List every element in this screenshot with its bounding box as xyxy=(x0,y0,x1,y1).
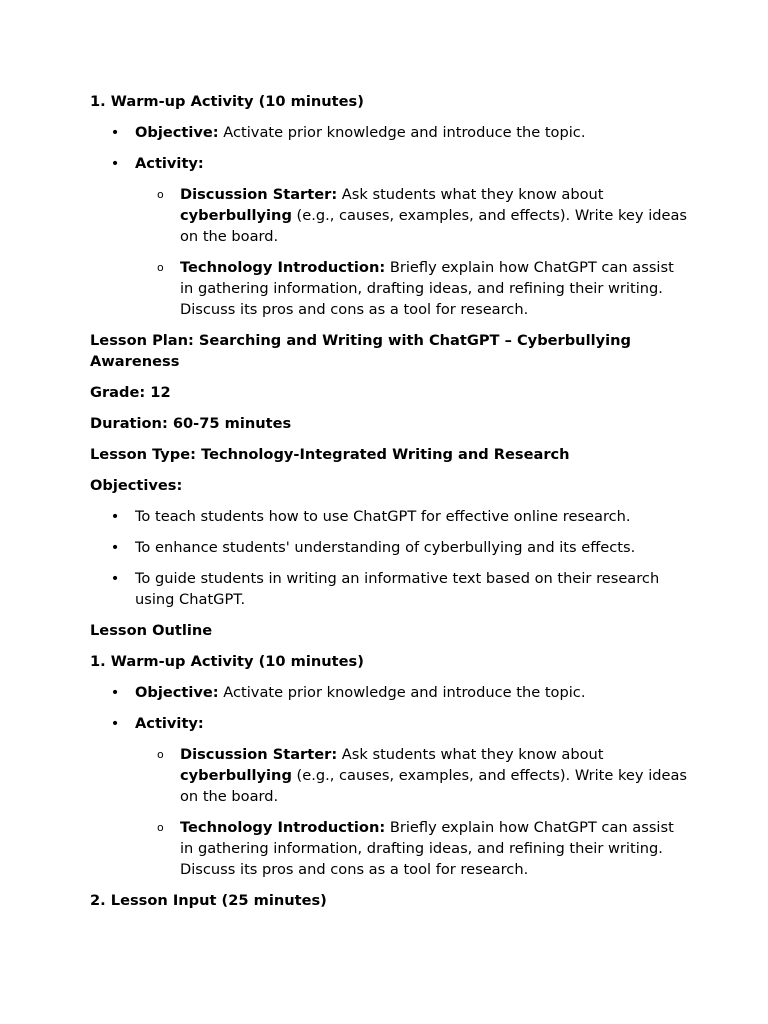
list-item xyxy=(90,153,690,320)
lesson-title: Lesson Plan: Searching and Writing with ChatGPT – Cyberbullying Awareness xyxy=(90,332,631,370)
technology-label: Technology Introduction: xyxy=(180,819,386,836)
section-heading: 1. Warm-up Activity (10 minutes) xyxy=(90,653,364,670)
circle-bullet-icon: o xyxy=(157,261,164,274)
activity-label: Activity: xyxy=(135,715,204,732)
objective-label: Objective: xyxy=(135,124,219,141)
discussion-keyword: cyberbullying xyxy=(180,767,292,784)
objective-item: To guide students in writing an informative text based on their research using ChatGPT. xyxy=(135,570,660,608)
discussion-text: Ask students what they know about xyxy=(337,746,604,763)
discussion-text-end: (e.g., causes, examples, and effects). Write key ideas on the board. xyxy=(180,207,688,245)
objective-label: Objective: xyxy=(135,684,219,701)
bullet-list xyxy=(90,122,690,320)
sub-bullet-list xyxy=(135,744,690,880)
discussion-text: Ask students what they know about xyxy=(337,186,604,203)
objective-item: To enhance students' understanding of cyberbullying and its effects. xyxy=(135,539,636,556)
bullet-icon: • xyxy=(110,539,120,556)
list-item xyxy=(135,744,690,807)
discussion-text-end: (e.g., causes, examples, and effects). Write key ideas on the board. xyxy=(180,767,688,805)
list-item xyxy=(135,184,690,247)
objectives-heading: Objectives: xyxy=(90,477,183,494)
list-item xyxy=(90,713,690,880)
section-heading: 1. Warm-up Activity (10 minutes) xyxy=(90,93,364,110)
bullet-icon: • xyxy=(110,124,120,141)
list-item xyxy=(90,537,690,558)
section-heading: 2. Lesson Input (25 minutes) xyxy=(90,892,327,909)
sub-bullet-list xyxy=(135,184,690,320)
objective-text: Activate prior knowledge and introduce the topic. xyxy=(218,684,586,701)
objectives-list xyxy=(90,506,690,610)
bullet-icon: • xyxy=(110,155,120,172)
technology-label: Technology Introduction: xyxy=(180,259,386,276)
outline-heading: Lesson Outline xyxy=(90,622,213,639)
list-item xyxy=(135,257,690,320)
bullet-icon: • xyxy=(110,508,120,525)
list-item xyxy=(90,682,690,703)
list-item xyxy=(135,817,690,880)
duration-line: Duration: 60-75 minutes xyxy=(90,415,292,432)
circle-bullet-icon: o xyxy=(157,748,164,761)
bullet-list xyxy=(90,682,690,880)
technology-text: Briefly explain how ChatGPT can assist in gathering information, drafting ideas, and refining their writing. Discuss its pros and cons as a tool for research. xyxy=(180,819,674,878)
objective-text: Activate prior knowledge and introduce the topic. xyxy=(218,124,586,141)
grade-line: Grade: 12 xyxy=(90,384,171,401)
discussion-keyword: cyberbullying xyxy=(180,207,292,224)
document-page xyxy=(90,91,690,911)
list-item xyxy=(90,568,690,610)
bullet-icon: • xyxy=(110,684,120,701)
bullet-icon: • xyxy=(110,570,120,587)
activity-label: Activity: xyxy=(135,155,204,172)
objective-item: To teach students how to use ChatGPT for effective online research. xyxy=(135,508,631,525)
circle-bullet-icon: o xyxy=(157,188,164,201)
technology-text: Briefly explain how ChatGPT can assist in gathering information, drafting ideas, and refining their writing. Discuss its pros and cons as a tool for research. xyxy=(180,259,674,318)
discussion-label: Discussion Starter: xyxy=(180,186,338,203)
lesson-type-line: Lesson Type: Technology-Integrated Writing and Research xyxy=(90,446,570,463)
discussion-label: Discussion Starter: xyxy=(180,746,338,763)
list-item xyxy=(90,506,690,527)
list-item xyxy=(90,122,690,143)
circle-bullet-icon: o xyxy=(157,821,164,834)
bullet-icon: • xyxy=(110,715,120,732)
